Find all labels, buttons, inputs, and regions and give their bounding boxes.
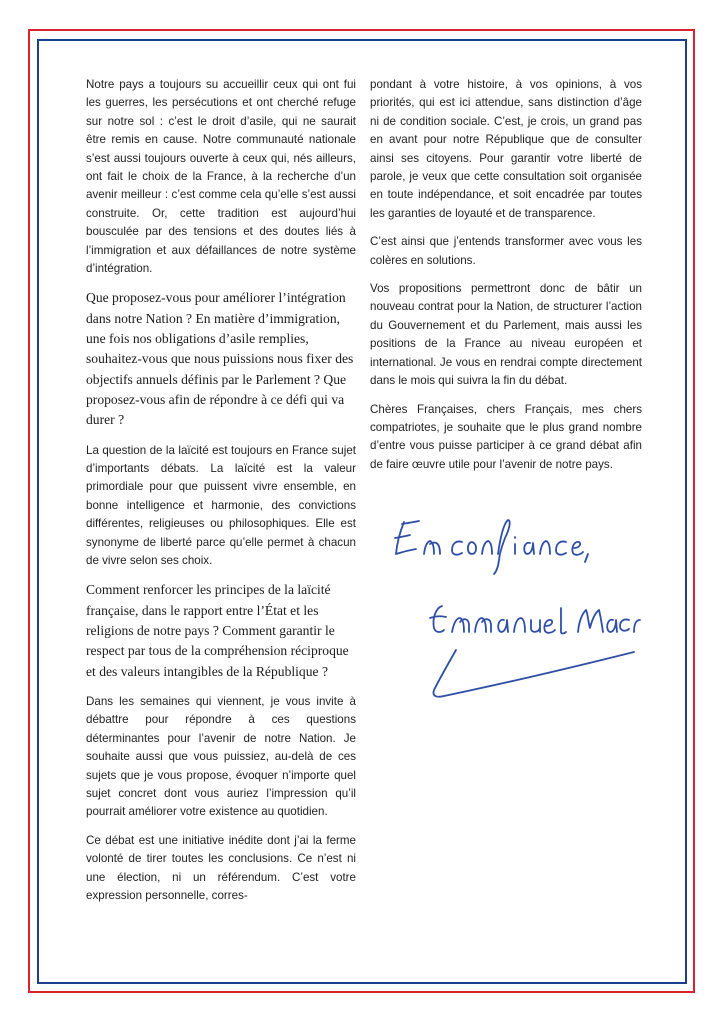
question-integration: Que proposez-vous pour améliorer l’intégration dans notre Nation ? En matière d’immigration, une fois nos obligations d’asile remplies, souhaitez-vous que nous puissions nous fixer des objectifs annuels définis par le Parlement ? Que proposez-vous afin de répondre à ce défi qui va durer ? (86, 290, 354, 428)
paragraph-consultation: pondant à votre histoire, à vos opinions, à vos priorités, qui est ici attendue, sans distinction d’âge ni de condition sociale. C’est, je crois, un grand pas en avant pour notre République que de consulter ainsi ses citoyens. Pour garantir votre liberté de parole, je veux que cette consultation soit organisée en toute indépendance, et soit encadrée par toutes les garanties de loyauté et de transparence. (370, 78, 642, 220)
paragraph-propositions: Vos propositions permettront donc de bâtir un nouveau contrat pour la Nation, de structurer l’action du Gouvernement et du Parlement, mais aussi les positions de la France au niveau européen et international. Je vous en rendrai compte directement dans le mois qui suivra la fin du débat. (370, 282, 642, 388)
paragraph-invitation: Dans les semaines qui viennent, je vous invite à débattre pour répondre à ces questions déterminantes pour l’avenir de notre Nation. Je souhaite aussi que vous puissiez, au-delà de ces sujets que je vous propose, évoquer n’importe quel sujet concret dont vous auriez l’impression qu’il pourrait améliorer votre existence au quotidien. (86, 694, 356, 819)
signature-flourish (433, 650, 634, 697)
paragraph-closing-address: Chères Françaises, chers Français, mes chers compatriotes, je souhaite que le plus grand nombre d’entre vous puisse participer à ce grand débat afin de faire œuvre utile pour l’avenir de notre pays. (370, 402, 642, 471)
handwritten-signature (372, 510, 642, 730)
right-column (370, 76, 642, 484)
left-column (86, 76, 356, 915)
paragraph-coleres: C’est ainsi que j’entends transformer avec vous les colères en solutions. (370, 235, 642, 267)
question-laicite: Comment renforcer les principes de la laïcité française, dans le rapport entre l’État et les religions de notre pays ? Comment garantir le respect par tous de la compréhension réciproque et des valeurs intangibles de la République ? (86, 582, 349, 679)
signature-name-handwriting (430, 606, 640, 634)
paragraph-laicite: La question de la laïcité est toujours en France sujet d’importants débats. La laïcité est la valeur primordiale pour que puissent vivre ensemble, en bonne intelligence et harmonie, des convictions différentes, religieuses ou philosophiques. Elle est synonyme de liberté parce qu’elle permet à chacun de vivre selon ses choix. (86, 443, 356, 567)
paragraph-debat-initiative: Ce débat est une initiative inédite dont j’ai la ferme volonté de tirer toutes les conclusions. Ce n’est ni une élection, ni un référendum. C’est votre expression personnelle, corres- (86, 833, 356, 902)
signature-closing-handwriting (395, 520, 588, 574)
paragraph-immigration-intro: Notre pays a toujours su accueillir ceux qui ont fui les guerres, les persécutions et ont cherché refuge sur notre sol : c’est le droit d’asile, qui ne saurait être remis en cause. Notre communauté nationale s’est aussi toujours ouverte à ceux qui, nés ailleurs, ont fait le choix de la France, à la recherche d’un avenir meilleur : c’est comme cela qu’elle s’est aussi construite. Or, cette tradition est aujourd’hui bousculée par des tensions et des doutes liés à l’immigration et aux défaillances de notre système d’intégration. (86, 78, 356, 276)
